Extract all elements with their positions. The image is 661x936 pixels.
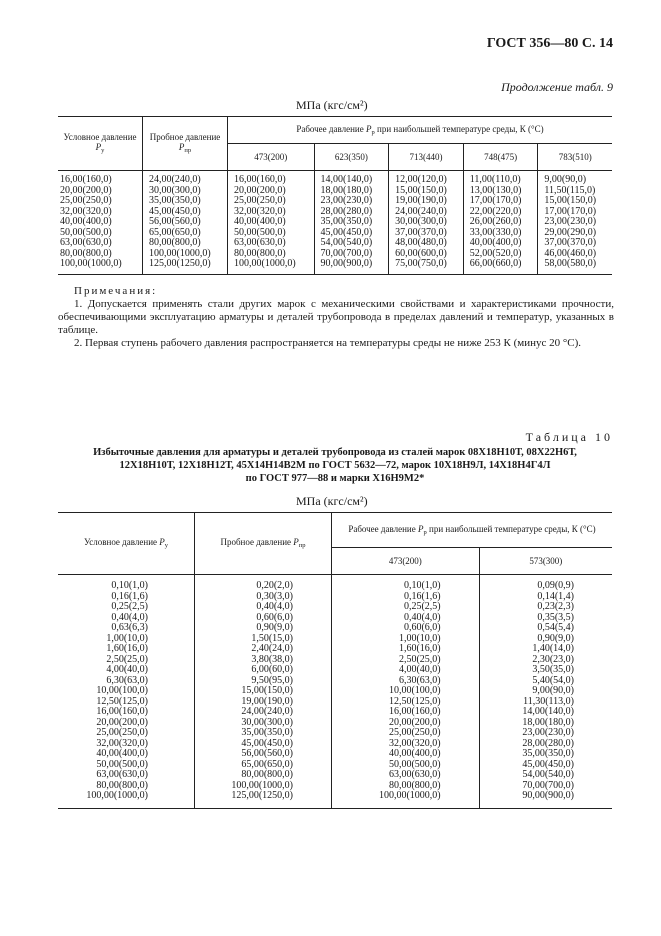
table-cell: 0,90(9,0) — [479, 634, 612, 645]
table-cell: 20,00(200,0) — [228, 186, 315, 197]
table-cell: 6,30(63,0) — [332, 676, 480, 687]
table-cell: 52,00(520,0) — [463, 249, 538, 260]
table9-header-nominal-pressure — [58, 117, 143, 171]
table9-temp-header: 783(510) — [538, 144, 612, 171]
table-cell: 16,00(160,0) — [228, 171, 315, 186]
table-cell: 80,00(800,0) — [143, 238, 228, 249]
table-cell: 13,00(130,0) — [463, 186, 538, 197]
table-cell: 17,00(170,0) — [538, 207, 612, 218]
table-cell: 1,60(16,0) — [332, 644, 480, 655]
notes-section — [58, 285, 614, 350]
table-cell: 45,00(450,0) — [195, 739, 332, 750]
table-cell: 19,00(190,0) — [195, 697, 332, 708]
table-cell: 1,00(10,0) — [332, 634, 480, 645]
table-cell: 24,00(240,0) — [143, 171, 228, 186]
table-cell: 100,00(1000,0) — [143, 249, 228, 260]
table10-label: Таблица 10 — [525, 430, 613, 444]
table-cell: 65,00(650,0) — [143, 228, 228, 239]
note-item-1: 1. Допускается применять стали других марок с механическими свойствами и характеристиками прочности, обеспечивающими эксплуатацию арматуры и деталей трубопровода в пределах давлений и температур, указанных в таблице. — [58, 298, 614, 336]
table-cell: 46,00(460,0) — [538, 249, 612, 260]
table-cell: 23,00(230,0) — [479, 728, 612, 739]
table-cell: 11,00(110,0) — [463, 171, 538, 186]
table-cell: 20,00(200,0) — [332, 718, 480, 729]
table-cell: 12,00(120,0) — [389, 171, 464, 186]
table-cell: 80,00(800,0) — [195, 770, 332, 781]
table-cell: 50,00(500,0) — [228, 228, 315, 239]
table10-header-working-sub: р — [423, 528, 427, 536]
table-row — [58, 575, 612, 592]
table-cell: 0,10(1,0) — [58, 575, 195, 592]
table-cell: 5,40(54,0) — [479, 676, 612, 687]
table-cell: 30,00(300,0) — [389, 217, 464, 228]
table-cell: 17,00(170,0) — [463, 196, 538, 207]
table-cell: 40,00(400,0) — [332, 749, 480, 760]
table-cell: 18,00(180,0) — [479, 718, 612, 729]
table-cell: 56,00(560,0) — [143, 217, 228, 228]
table-cell: 26,00(260,0) — [463, 217, 538, 228]
table-cell: 32,00(320,0) — [58, 207, 143, 218]
table-cell: 0,35(3,5) — [479, 613, 612, 624]
table-cell: 4,00(40,0) — [58, 665, 195, 676]
table10-header-nominal-symbol: P — [159, 537, 165, 548]
table10-header-working-suffix: при наибольшей температуре среды, К (°С) — [429, 523, 596, 534]
table-row — [58, 770, 612, 781]
table-cell: 30,00(300,0) — [143, 186, 228, 197]
table-cell: 80,00(800,0) — [58, 781, 195, 792]
table10-units: МПа (кгс/см²) — [296, 494, 368, 508]
table-cell: 40,00(400,0) — [228, 217, 315, 228]
table-row — [58, 665, 612, 676]
table-cell: 0,90(9,0) — [195, 623, 332, 634]
table10-header-test-symbol: P — [293, 537, 299, 548]
table-cell: 2,50(25,0) — [332, 655, 480, 666]
table-cell: 58,00(580,0) — [538, 259, 612, 274]
table-cell: 45,00(450,0) — [479, 760, 612, 771]
table-cell: 28,00(280,0) — [314, 207, 389, 218]
table10-header-test-text: Пробное давление — [220, 537, 292, 548]
table-cell: 29,00(290,0) — [538, 228, 612, 239]
table-cell: 0,60(6,0) — [195, 613, 332, 624]
table-cell: 63,00(630,0) — [228, 238, 315, 249]
table-cell: 48,00(480,0) — [389, 238, 464, 249]
table-cell: 90,00(900,0) — [479, 791, 612, 808]
table-cell: 0,40(4,0) — [332, 613, 480, 624]
table-cell: 45,00(450,0) — [143, 207, 228, 218]
table-cell: 54,00(540,0) — [479, 770, 612, 781]
table10-header-nominal-pressure — [58, 513, 195, 575]
table-cell: 32,00(320,0) — [332, 739, 480, 750]
table-cell: 15,00(150,0) — [389, 186, 464, 197]
table-cell: 37,00(370,0) — [389, 228, 464, 239]
table9-header-test-sub: пр — [184, 147, 192, 155]
table-cell: 0,16(1,6) — [58, 592, 195, 603]
table-cell: 35,00(350,0) — [314, 217, 389, 228]
table-row — [58, 217, 612, 228]
table-cell: 40,00(400,0) — [58, 749, 195, 760]
table-row — [58, 749, 612, 760]
table10-header-working-symbol: P — [418, 523, 424, 534]
table-cell: 35,00(350,0) — [195, 728, 332, 739]
table9-temp-header: 748(475) — [463, 144, 538, 171]
table-cell: 35,00(350,0) — [479, 749, 612, 760]
table-cell: 11,50(115,0) — [538, 186, 612, 197]
table-cell: 25,00(250,0) — [228, 196, 315, 207]
table-cell: 0,30(3,0) — [195, 592, 332, 603]
table-cell: 1,00(10,0) — [58, 634, 195, 645]
table-cell: 19,00(190,0) — [389, 196, 464, 207]
table-cell: 70,00(700,0) — [479, 781, 612, 792]
table-cell: 10,00(100,0) — [332, 686, 480, 697]
table9-header-test-symbol: P — [178, 142, 185, 153]
table9-header-nominal-text: Условное давление — [63, 132, 137, 143]
table9-header-working-sub: р — [371, 128, 375, 136]
table-cell: 20,00(200,0) — [58, 718, 195, 729]
table-cell: 2,30(23,0) — [479, 655, 612, 666]
table9-header-working-symbol: P — [366, 123, 372, 134]
note-item-2: 2. Первая ступень рабочего давления распространяется на температуры среды не ниже 253 К (минус 20 °С). — [74, 337, 582, 349]
table-cell: 80,00(800,0) — [228, 249, 315, 260]
table-row — [58, 623, 612, 634]
table-row — [58, 196, 612, 207]
table-cell: 125,00(1250,0) — [143, 259, 228, 274]
table10-header-working-text: Рабочее давление — [348, 523, 416, 534]
table-cell: 3,50(35,0) — [479, 665, 612, 676]
table-cell: 0,40(4,0) — [58, 613, 195, 624]
table-row — [58, 791, 612, 808]
table-cell: 9,00(90,0) — [479, 686, 612, 697]
table-cell: 15,00(150,0) — [195, 686, 332, 697]
table-cell: 14,00(140,0) — [314, 171, 389, 186]
table-cell: 50,00(500,0) — [332, 760, 480, 771]
table-cell: 9,00(90,0) — [538, 171, 612, 186]
table-cell: 63,00(630,0) — [332, 770, 480, 781]
table-row — [58, 259, 612, 274]
table-cell: 25,00(250,0) — [58, 728, 195, 739]
table-cell: 22,00(220,0) — [463, 207, 538, 218]
table10-header-nominal-text: Условное давление — [83, 537, 157, 548]
table-cell: 0,10(1,0) — [332, 575, 480, 592]
table-cell: 0,25(2,5) — [58, 602, 195, 613]
table-cell: 66,00(660,0) — [463, 259, 538, 274]
table-cell: 9,50(95,0) — [195, 676, 332, 687]
table-cell: 100,00(1000,0) — [58, 259, 143, 274]
table9-units: МПа (кгс/см²) — [296, 98, 368, 112]
table-cell: 125,00(1250,0) — [195, 791, 332, 808]
table-row — [58, 171, 612, 186]
table-cell: 60,00(600,0) — [389, 249, 464, 260]
table-cell: 50,00(500,0) — [58, 228, 143, 239]
table-cell: 20,00(200,0) — [58, 186, 143, 197]
table-cell: 0,20(2,0) — [195, 575, 332, 592]
table-cell: 90,00(900,0) — [314, 259, 389, 274]
table-cell: 1,50(15,0) — [195, 634, 332, 645]
table9-temp-header: 623(350) — [314, 144, 389, 171]
table-cell: 23,00(230,0) — [314, 196, 389, 207]
table-row — [58, 707, 612, 718]
table9-header-nominal-sub: у — [101, 147, 105, 155]
table-cell: 1,60(16,0) — [58, 644, 195, 655]
table-cell: 1,40(14,0) — [479, 644, 612, 655]
table10-title — [58, 446, 612, 485]
table-cell: 16,00(160,0) — [332, 707, 480, 718]
table9-header-working-pressure — [228, 117, 613, 144]
table-cell: 80,00(800,0) — [58, 249, 143, 260]
table-cell: 50,00(500,0) — [58, 760, 195, 771]
table-row — [58, 238, 612, 249]
table-cell: 0,63(6,3) — [58, 623, 195, 634]
table9-header-working-text: Рабочее давление — [296, 123, 364, 134]
table-row — [58, 686, 612, 697]
table10-body — [58, 575, 612, 809]
table-row — [58, 728, 612, 739]
table-cell: 0,09(0,9) — [479, 575, 612, 592]
table9-body — [58, 171, 612, 275]
table9-temp-header: 713(440) — [389, 144, 464, 171]
table-cell: 14,00(140,0) — [479, 707, 612, 718]
table-cell: 11,30(113,0) — [479, 697, 612, 708]
table10-header-test-pressure — [195, 513, 332, 575]
table10-temp-header: 573(300) — [479, 548, 612, 575]
table-cell: 32,00(320,0) — [228, 207, 315, 218]
table-cell: 23,00(230,0) — [538, 217, 612, 228]
table-cell: 0,60(6,0) — [332, 623, 480, 634]
table-cell: 100,00(1000,0) — [58, 791, 195, 808]
table-cell: 0,23(2,3) — [479, 602, 612, 613]
table-cell: 75,00(750,0) — [389, 259, 464, 274]
table9-header-working-suffix: при наибольшей температуре среды, К (°С) — [377, 123, 544, 134]
table-cell: 0,54(5,4) — [479, 623, 612, 634]
table-cell: 70,00(700,0) — [314, 249, 389, 260]
table-9 — [58, 116, 612, 275]
table-cell: 25,00(250,0) — [332, 728, 480, 739]
table-cell: 2,40(24,0) — [195, 644, 332, 655]
table-cell: 12,50(125,0) — [58, 697, 195, 708]
page-reference: ГОСТ 356—80 С. 14 — [486, 36, 613, 51]
table10-header-nominal-sub: у — [164, 542, 168, 550]
table-cell: 10,00(100,0) — [58, 686, 195, 697]
table-cell: 45,00(450,0) — [314, 228, 389, 239]
table-cell: 24,00(240,0) — [195, 707, 332, 718]
table-cell: 18,00(180,0) — [314, 186, 389, 197]
table-10 — [58, 512, 612, 809]
table-cell: 63,00(630,0) — [58, 238, 143, 249]
table10-header-working-pressure — [332, 513, 613, 548]
table-cell: 2,50(25,0) — [58, 655, 195, 666]
table-cell: 40,00(400,0) — [463, 238, 538, 249]
table-cell: 35,00(350,0) — [143, 196, 228, 207]
table-cell: 100,00(1000,0) — [332, 791, 480, 808]
table9-temp-header: 473(200) — [228, 144, 315, 171]
table-cell: 100,00(1000,0) — [195, 781, 332, 792]
table-continuation-note: Продолжение табл. 9 — [501, 80, 613, 94]
table9-header-test-text: Пробное давление — [149, 132, 221, 143]
table-cell: 100,00(1000,0) — [228, 259, 315, 274]
table9-header-nominal-symbol: P — [95, 142, 102, 153]
table-cell: 37,00(370,0) — [538, 238, 612, 249]
table-cell: 4,00(40,0) — [332, 665, 480, 676]
table-cell: 63,00(630,0) — [58, 770, 195, 781]
table-cell: 16,00(160,0) — [58, 171, 143, 186]
table-row — [58, 602, 612, 613]
table-cell: 25,00(250,0) — [58, 196, 143, 207]
table-cell: 0,40(4,0) — [195, 602, 332, 613]
table-cell: 15,00(150,0) — [538, 196, 612, 207]
table-cell: 30,00(300,0) — [195, 718, 332, 729]
table-cell: 40,00(400,0) — [58, 217, 143, 228]
table10-title-line: 12Х18Н10Т, 12Х18Н12Т, 45Х14Н14В2М по ГОСТ 5632—72, марок 10Х18Н9Л, 14Х18Н4Г4Л — [119, 460, 551, 471]
notes-heading: Примечания: — [74, 285, 158, 297]
table10-title-line: по ГОСТ 977—88 и марки Х16Н9М2* — [245, 473, 425, 484]
table-cell: 24,00(240,0) — [389, 207, 464, 218]
table-cell: 32,00(320,0) — [58, 739, 195, 750]
table-cell: 33,00(330,0) — [463, 228, 538, 239]
table-cell: 56,00(560,0) — [195, 749, 332, 760]
table9-header-test-pressure — [143, 117, 228, 171]
table-cell: 0,14(1,4) — [479, 592, 612, 603]
table-cell: 12,50(125,0) — [332, 697, 480, 708]
table-cell: 80,00(800,0) — [332, 781, 480, 792]
table10-header-test-sub: пр — [298, 542, 306, 550]
table-cell: 54,00(540,0) — [314, 238, 389, 249]
table10-temp-header: 473(200) — [332, 548, 480, 575]
table-cell: 28,00(280,0) — [479, 739, 612, 750]
table-cell: 16,00(160,0) — [58, 707, 195, 718]
table-cell: 0,16(1,6) — [332, 592, 480, 603]
table-cell: 6,00(60,0) — [195, 665, 332, 676]
table10-title-line: Избыточные давления для арматуры и деталей трубопровода из сталей марок 08Х18Н10Т, 08Х22Н6Т, — [93, 447, 577, 458]
table-cell: 0,25(2,5) — [332, 602, 480, 613]
table-row — [58, 644, 612, 655]
table-cell: 3,80(38,0) — [195, 655, 332, 666]
table-cell: 6,30(63,0) — [58, 676, 195, 687]
table-cell: 65,00(650,0) — [195, 760, 332, 771]
